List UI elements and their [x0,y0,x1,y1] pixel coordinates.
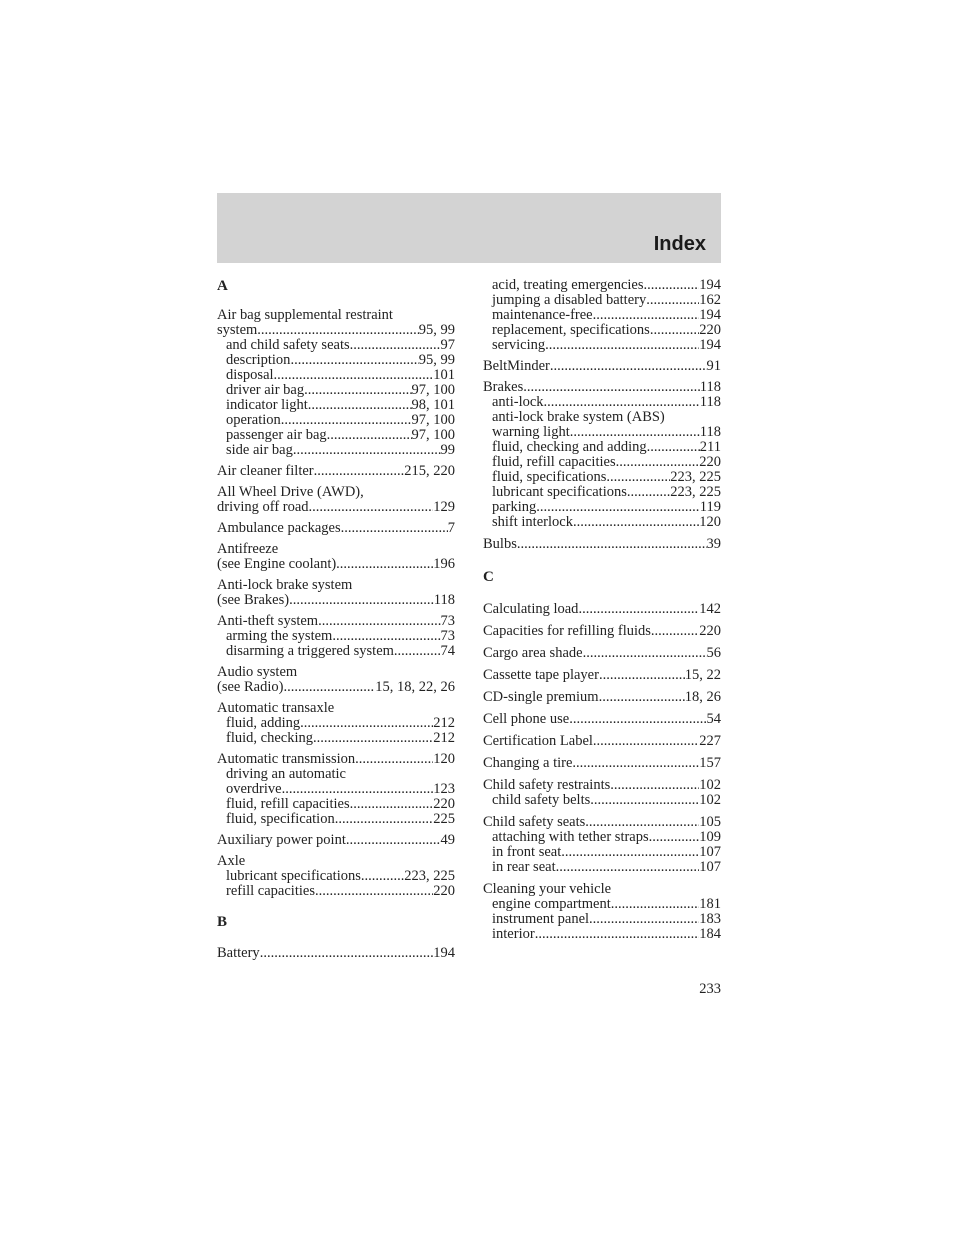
page-number: 233 [699,981,721,997]
index-subentry: child safety belts ..... 102 [483,793,721,808]
index-subentry: interior ..... 184 [483,927,721,942]
index-entry: Air bag supplemental restraint [217,307,393,323]
index-subentry: side air bag ..... 99 [217,443,455,458]
index-entry: Anti-theft system ..... 73 [217,614,455,629]
index-subentry: attaching with tether straps ..... 109 [483,830,721,845]
index-entry: Changing a tire ..... 157 [483,756,721,771]
index-entry: Audio system [217,664,298,680]
index-subentry: lubricant specifications ..... 223, 225 [483,485,721,500]
index-subentry: fluid, refill capacities ..... 220 [483,455,721,470]
index-subentry: fluid, adding ..... 212 [217,716,455,731]
index-entry: Axle [217,853,246,869]
section-letter-c: C [483,569,494,585]
index-entry: (see Radio) ..... 15, 18, 22, 26 [217,680,455,695]
index-subentry: description ..... 95, 99 [217,353,455,368]
index-subentry: refill capacities ..... 220 [217,884,455,899]
index-subentry: maintenance-free ..... 194 [483,308,721,323]
index-entry: CD-single premium ..... 18, 26 [483,690,721,705]
index-subentry: servicing ..... 194 [483,338,721,353]
index-subentry: and child safety seats ..... 97 [217,338,455,353]
index-subentry: replacement, specifications ..... 220 [483,323,721,338]
index-entry: Anti-lock brake system [217,577,353,593]
index-entry: All Wheel Drive (AWD), [217,484,364,500]
index-subentry: warning light ..... 118 [483,425,721,440]
index-entry: Calculating load ..... 142 [483,602,721,617]
index-subentry: in front seat ..... 107 [483,845,721,860]
index-entry: Automatic transmission ..... 120 [217,752,455,767]
index-entry: system ..... 95, 99 [217,323,455,338]
index-subentry: arming the system ..... 73 [217,629,455,644]
index-subentry: fluid, specifications ..... 223, 225 [483,470,721,485]
index-subentry: driving an automatic [226,766,346,782]
index-subentry: disarming a triggered system ..... 74 [217,644,455,659]
index-entry: Automatic transaxle [217,700,335,716]
index-subentry: fluid, checking ..... 212 [217,731,455,746]
index-subentry: lubricant specifications ..... 223, 225 [217,869,455,884]
index-entry: Air cleaner filter ..... 215, 220 [217,464,455,479]
index-entry: Ambulance packages ..... 7 [217,521,455,536]
index-subentry: fluid, checking and adding ..... 211 [483,440,721,455]
index-entry: Auxiliary power point ..... 49 [217,833,455,848]
index-entry: (see Brakes) ..... 118 [217,593,455,608]
index-subentry: jumping a disabled battery ..... 162 [483,293,721,308]
index-column-left [217,278,455,961]
index-subentry: anti-lock brake system (ABS) [492,409,665,425]
index-entry: Cell phone use ..... 54 [483,712,721,727]
index-subentry: driver air bag ..... 97, 100 [217,383,455,398]
index-subentry: disposal ..... 101 [217,368,455,383]
index-subentry: indicator light ..... 98, 101 [217,398,455,413]
index-entry: Cassette tape player ..... 15, 22 [483,668,721,683]
index-subentry: acid, treating emergencies ..... 194 [483,278,721,293]
index-column-right [483,278,721,942]
index-entry: Capacities for refilling fluids ..... 220 [483,624,721,639]
index-subentry: in rear seat ..... 107 [483,860,721,875]
index-subentry: engine compartment ..... 181 [483,897,721,912]
index-subentry: fluid, specification ..... 225 [217,812,455,827]
index-entry: Cargo area shade ..... 56 [483,646,721,661]
index-entry: Child safety seats ..... 105 [483,815,721,830]
index-subentry: fluid, refill capacities ..... 220 [217,797,455,812]
index-subentry: overdrive ..... 123 [217,782,455,797]
index-subentry: shift interlock ..... 120 [483,515,721,530]
index-entry: Battery ..... 194 [217,946,455,961]
index-entry: BeltMinder ..... 91 [483,359,721,374]
index-subentry: instrument panel ..... 183 [483,912,721,927]
index-entry: Certification Label ..... 227 [483,734,721,749]
index-entry: Bulbs ..... 39 [483,537,721,552]
index-subentry: parking ..... 119 [483,500,721,515]
index-entry: driving off road ..... 129 [217,500,455,515]
section-letter-a: A [217,278,228,294]
section-letter-b: B [217,914,228,930]
header-band [217,193,721,263]
index-entry: Brakes ..... 118 [483,380,721,395]
index-subentry: operation ..... 97, 100 [217,413,455,428]
index-entry: Antifreeze [217,541,279,557]
index-entry: Cleaning your vehicle [483,881,612,897]
page-title: Index [653,233,706,255]
index-entry: (see Engine coolant) ..... 196 [217,557,455,572]
index-subentry: passenger air bag ..... 97, 100 [217,428,455,443]
index-entry: Child safety restraints ..... 102 [483,778,721,793]
index-subentry: anti-lock ..... 118 [483,395,721,410]
